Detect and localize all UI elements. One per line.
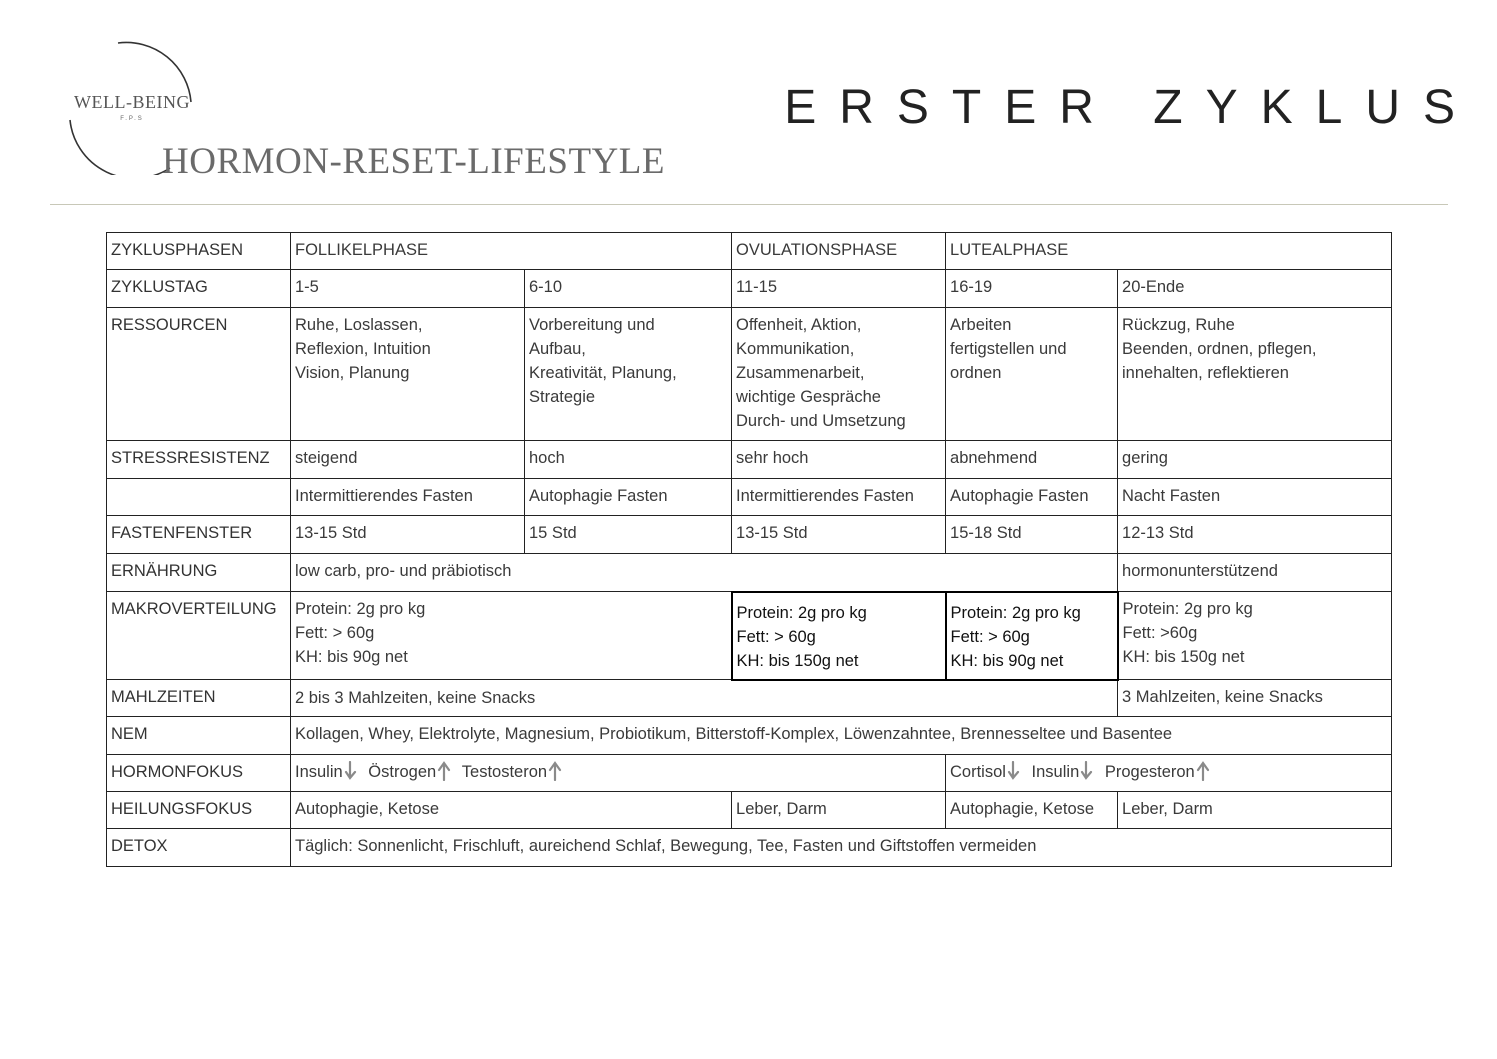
table-cell: 16-19 bbox=[946, 270, 1118, 308]
hormone-item bbox=[295, 760, 358, 784]
cell-line: KH: bis 90g net bbox=[295, 648, 408, 666]
cell-line: Protein: 2g pro kg bbox=[736, 603, 867, 622]
table-cell: Täglich: Sonnenlicht, Frischluft, aureichend Schlaf, Bewegung, Tee, Fasten und Giftstoffen vermeiden bbox=[291, 829, 1392, 867]
brand-logo-subtext: F.P.S bbox=[120, 116, 144, 122]
row-label-makro: MAKROVERTEILUNG bbox=[107, 592, 291, 680]
arrow-down-icon bbox=[1007, 761, 1021, 781]
cell-line: Protein: 2g pro kg bbox=[295, 600, 426, 618]
table-cell bbox=[946, 755, 1392, 792]
table-cell: 3 Mahlzeiten, keine Snacks bbox=[1118, 680, 1392, 717]
table-row-makro bbox=[107, 592, 1392, 680]
cell-line: Zusammenarbeit, bbox=[736, 364, 865, 382]
cell-line: Ruhe, Loslassen, bbox=[295, 316, 423, 334]
table-cell: 1-5 bbox=[291, 270, 525, 308]
arrow-down-icon bbox=[1080, 761, 1094, 781]
table-row-heilungsfokus bbox=[107, 792, 1392, 829]
table-cell: 15 Std bbox=[525, 516, 732, 554]
cell-line: Vorbereitung und bbox=[529, 316, 655, 334]
table-row-stressresistenz bbox=[107, 441, 1392, 479]
cell-line: Protein: 2g pro kg bbox=[1122, 600, 1253, 618]
table-cell: steigend bbox=[291, 441, 525, 479]
table-cell: Leber, Darm bbox=[732, 792, 946, 829]
row-label-nem: NEM bbox=[107, 717, 291, 755]
table-cell: 13-15 Std bbox=[732, 516, 946, 554]
table-row-phases bbox=[107, 233, 1392, 270]
table-row-zyklustag bbox=[107, 270, 1392, 308]
header-divider bbox=[50, 204, 1448, 205]
row-label-phases: ZYKLUSPHASEN bbox=[107, 233, 291, 270]
arrow-down-icon bbox=[344, 761, 358, 781]
phase-ovulation: OVULATIONSPHASE bbox=[732, 233, 946, 270]
table-cell bbox=[732, 308, 946, 441]
cell-line: Protein: 2g pro kg bbox=[950, 603, 1081, 622]
cell-line: ordnen bbox=[950, 364, 1002, 382]
table-cell bbox=[291, 308, 525, 441]
cell-line: Reflexion, Intuition bbox=[295, 340, 431, 358]
table-cell bbox=[1118, 308, 1392, 441]
row-label-ernaehrung: ERNÄHRUNG bbox=[107, 554, 291, 592]
row-label-fastenart bbox=[107, 479, 291, 516]
table-row-ressourcen bbox=[107, 308, 1392, 441]
hormone-item bbox=[462, 760, 562, 784]
cell-line: Kreativität, Planung, bbox=[529, 364, 677, 382]
phase-follikel: FOLLIKELPHASE bbox=[291, 233, 732, 270]
cell-line: Aufbau, bbox=[529, 340, 586, 358]
table-cell: Intermittierendes Fasten bbox=[291, 479, 525, 516]
page-title: ERSTER ZYKLUS bbox=[784, 81, 1478, 134]
table-cell: Autophagie Fasten bbox=[525, 479, 732, 516]
table-row-detox bbox=[107, 829, 1392, 867]
table-cell bbox=[291, 592, 732, 680]
table-cell: 11-15 bbox=[732, 270, 946, 308]
cell-line: Strategie bbox=[529, 388, 596, 406]
hormone-name: Progesteron bbox=[1104, 763, 1195, 781]
table-cell: low carb, pro- und präbiotisch bbox=[291, 554, 1118, 592]
table-cell: gering bbox=[1118, 441, 1392, 479]
table-cell: 15-18 Std bbox=[946, 516, 1118, 554]
hormone-name: Cortisol bbox=[950, 763, 1006, 781]
cell-line: KH: bis 90g net bbox=[950, 651, 1064, 670]
table-cell bbox=[1118, 592, 1392, 680]
row-label-stressresistenz: STRESSRESISTENZ bbox=[107, 441, 291, 479]
table-row-ernaehrung bbox=[107, 554, 1392, 592]
table-cell: Nacht Fasten bbox=[1118, 479, 1392, 516]
cell-line: Rückzug, Ruhe bbox=[1122, 316, 1235, 334]
cell-line: Fett: > 60g bbox=[736, 627, 816, 646]
table-cell bbox=[946, 308, 1118, 441]
table-cell: 12-13 Std bbox=[1118, 516, 1392, 554]
hormone-item bbox=[1032, 760, 1095, 784]
table-cell: Intermittierendes Fasten bbox=[732, 479, 946, 516]
hormone-name: Testosteron bbox=[461, 763, 548, 781]
cell-line: Fett: > 60g bbox=[950, 627, 1030, 646]
table-cell: Kollagen, Whey, Elektrolyte, Magnesium, Probiotikum, Bitterstoff-Komplex, Löwenzahntee, Brennesseltee und Basentee bbox=[291, 717, 1392, 755]
cell-line: fertigstellen und bbox=[950, 340, 1067, 358]
row-label-hormonfokus: HORMONFOKUS bbox=[107, 755, 291, 792]
row-label-zyklustag: ZYKLUSTAG bbox=[107, 270, 291, 308]
hormone-item bbox=[368, 760, 451, 784]
table-row-hormonfokus bbox=[107, 755, 1392, 792]
row-label-mahlzeiten: MAHLZEITEN bbox=[107, 680, 291, 717]
table-cell: sehr hoch bbox=[732, 441, 946, 479]
row-label-ressourcen: RESSOURCEN bbox=[107, 308, 291, 441]
arrow-up-icon bbox=[1196, 761, 1210, 781]
row-label-detox: DETOX bbox=[107, 829, 291, 867]
hormone-item bbox=[950, 760, 1021, 784]
table-cell: 2 bis 3 Mahlzeiten, keine Snacks bbox=[291, 680, 1118, 717]
cell-line: Kommunikation, bbox=[736, 340, 855, 358]
arrow-up-icon bbox=[548, 761, 562, 781]
cell-line: KH: bis 150g net bbox=[1122, 648, 1245, 666]
cell-line: Fett: >60g bbox=[1122, 624, 1198, 642]
cell-line: Offenheit, Aktion, bbox=[736, 316, 862, 334]
table-row-fastenfenster bbox=[107, 516, 1392, 554]
brand-subtitle: HORMON-RESET-LIFESTYLE bbox=[162, 141, 665, 182]
table-cell bbox=[732, 592, 946, 680]
table-row-fastenart bbox=[107, 479, 1392, 516]
cell-line: wichtige Gespräche bbox=[736, 388, 881, 406]
cell-line: Beenden, ordnen, pflegen, bbox=[1122, 340, 1317, 358]
table-cell bbox=[291, 755, 946, 792]
table-cell: Autophagie, Ketose bbox=[946, 792, 1118, 829]
cycle-table-container bbox=[106, 232, 1391, 867]
cell-line: innehalten, reflektieren bbox=[1122, 364, 1289, 382]
cell-line: KH: bis 150g net bbox=[736, 651, 859, 670]
hormone-name: Insulin bbox=[1031, 763, 1080, 781]
table-cell bbox=[525, 308, 732, 441]
row-label-heilungsfokus: HEILUNGSFOKUS bbox=[107, 792, 291, 829]
cell-line: Vision, Planung bbox=[295, 364, 410, 382]
table-row-mahlzeiten bbox=[107, 680, 1392, 717]
table-row-nem bbox=[107, 717, 1392, 755]
table-cell: Autophagie Fasten bbox=[946, 479, 1118, 516]
arrow-up-icon bbox=[437, 761, 451, 781]
table-cell: 20-Ende bbox=[1118, 270, 1392, 308]
cell-line: Fett: > 60g bbox=[295, 624, 375, 642]
table-cell: Leber, Darm bbox=[1118, 792, 1392, 829]
cycle-table bbox=[106, 232, 1392, 867]
table-cell: 13-15 Std bbox=[291, 516, 525, 554]
hormone-name: Östrogen bbox=[368, 763, 437, 781]
table-cell: abnehmend bbox=[946, 441, 1118, 479]
cell-line: Arbeiten bbox=[950, 316, 1012, 334]
hormone-name: Insulin bbox=[295, 763, 343, 781]
brand-logo-text: WELL-BEING bbox=[74, 92, 190, 112]
phase-luteal: LUTEALPHASE bbox=[946, 233, 1392, 270]
cell-line: Durch- und Umsetzung bbox=[736, 412, 906, 430]
table-cell: hormonunterstützend bbox=[1118, 554, 1392, 592]
hormone-item bbox=[1105, 760, 1210, 784]
table-cell: Autophagie, Ketose bbox=[291, 792, 732, 829]
table-cell: 6-10 bbox=[525, 270, 732, 308]
table-cell: hoch bbox=[525, 441, 732, 479]
row-label-fastenfenster: FASTENFENSTER bbox=[107, 516, 291, 554]
table-cell bbox=[946, 592, 1118, 680]
